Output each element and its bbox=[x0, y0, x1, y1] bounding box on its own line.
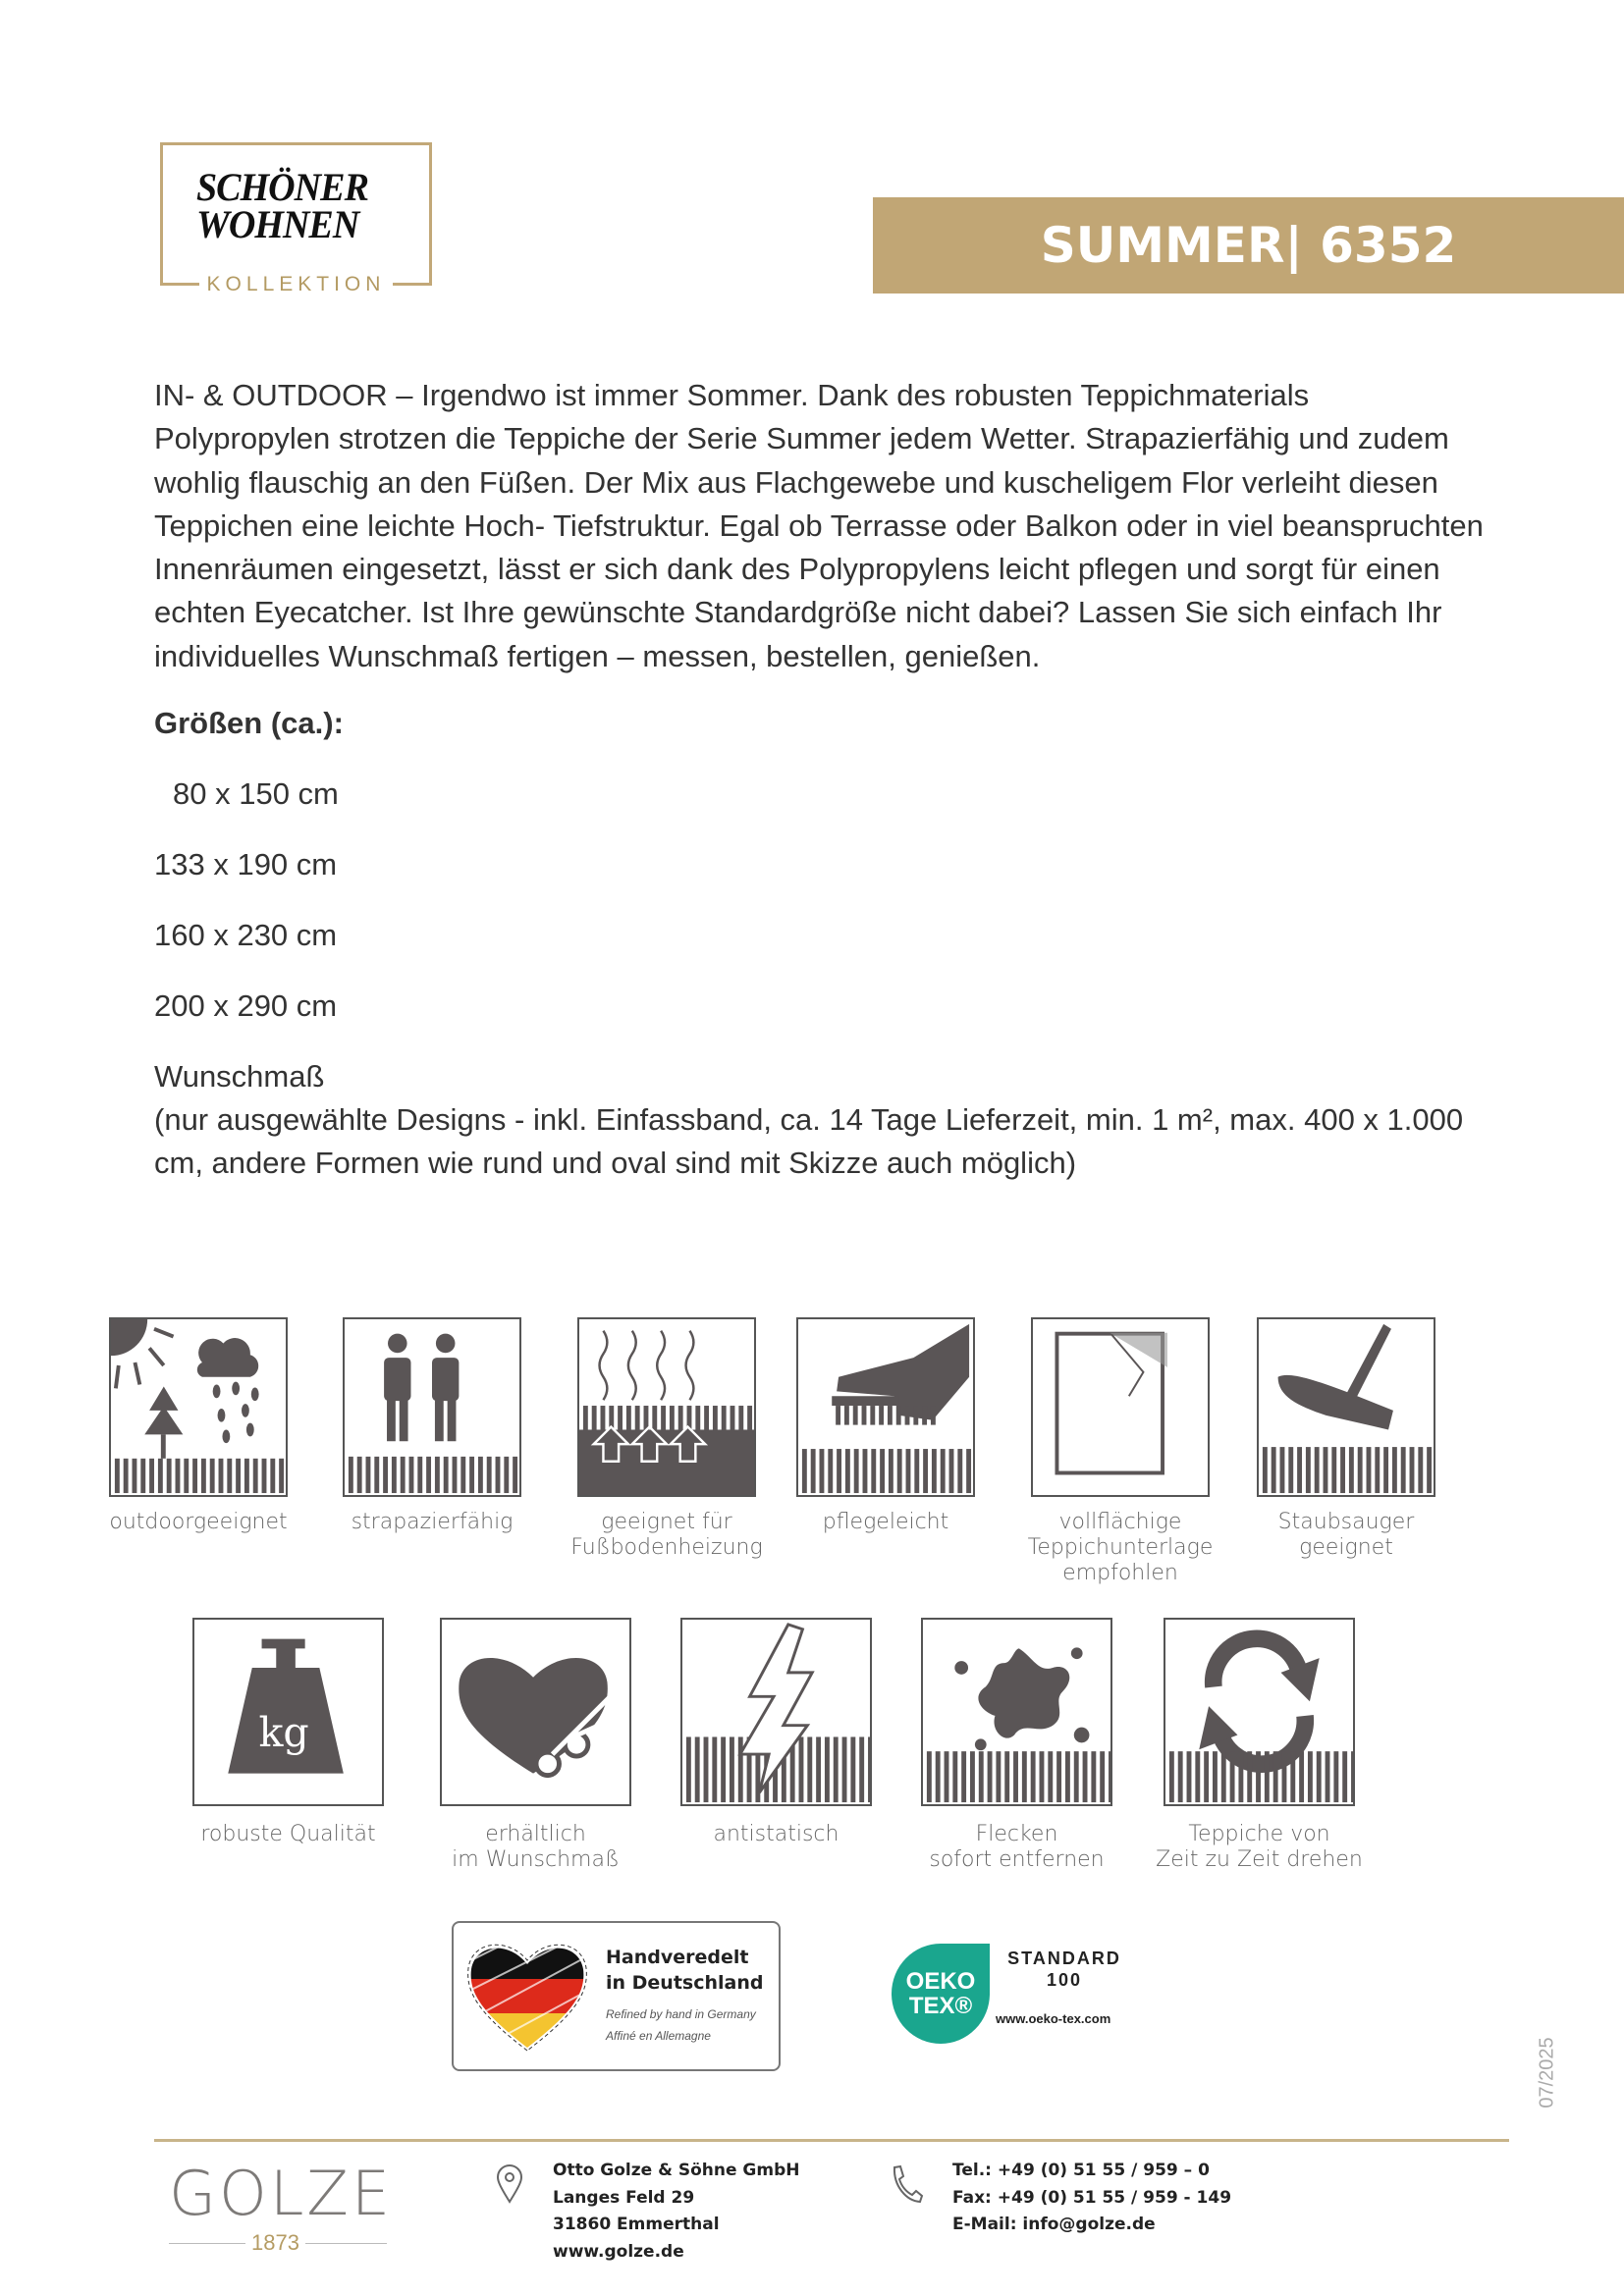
product-title: SUMMER| 6352 bbox=[873, 197, 1624, 294]
rotate-icon bbox=[1164, 1618, 1355, 1806]
underlay-icon bbox=[1031, 1317, 1210, 1497]
custom-size-note: (nur ausgewählte Designs - inkl. Einfassband, ca. 14 Tage Lieferzeit, min. 1 m², max. 400 x 1.000 cm, andere Formen wie rund und oval sind mit Skizze auch möglich) bbox=[154, 1102, 1464, 1181]
feature-label: strapazierfähig bbox=[351, 1510, 514, 1534]
feature-label: Staubsauger geeignet bbox=[1277, 1510, 1415, 1560]
size-item: 200 x 290 cm bbox=[154, 988, 338, 1024]
product-description: IN- & OUTDOOR – Irgendwo ist immer Sommer. Dank des robusten Teppichmaterials Polypropylen strotzen die Teppiche der Serie Summer jedem Wetter. Strapazierfähig und zudem wohlig flauschig an den Füßen. Der Mix aus Flachgewebe und kuscheligem Flor verleiht diesen Teppichen eine leichte Hoch- Tiefstruktur. Egal ob Terrasse oder Balkon oder in viel beanspruchten Innenräumen eingesetzt, lässt er sich dank des Polypropylens leicht pflegen und sorgt für einen echten Eyecatcher. Ist Ihre gewünschte Standardgröße nicht dabei? Lassen Sie sich einfach Ihr individuelles Wunschmaß fertigen – messen, bestellen, genießen. bbox=[154, 378, 1484, 673]
floor-heating-icon bbox=[577, 1317, 756, 1497]
feature-label: vollflächige Teppichunterlage empfohlen bbox=[1027, 1510, 1214, 1585]
oekotex-standard: STANDARD bbox=[1007, 1949, 1121, 1968]
svg-text:kg: kg bbox=[258, 1709, 309, 1757]
location-pin-icon bbox=[496, 2164, 523, 2204]
schoener-wohnen-logo bbox=[160, 142, 432, 295]
feature-label: outdoorgeeignet bbox=[109, 1510, 288, 1534]
logo-line2: WOHNEN bbox=[196, 202, 359, 246]
size-item: 80 x 150 cm bbox=[173, 776, 339, 812]
brush-hand-icon bbox=[796, 1317, 975, 1497]
size-item: 133 x 190 cm bbox=[154, 847, 338, 882]
oekotex-logo-text: OEKO bbox=[905, 1968, 976, 1995]
stain-icon bbox=[921, 1618, 1112, 1806]
feature-label: Flecken sofort entfernen bbox=[929, 1822, 1105, 1872]
feature-label: geeignet für Fußbodenheizung bbox=[570, 1510, 763, 1560]
badge-line: in Deutschland bbox=[606, 1972, 764, 1994]
handmade-germany-badge bbox=[452, 1921, 781, 2071]
sizes-heading: Größen (ca.): bbox=[154, 706, 344, 741]
feature-label: antistatisch bbox=[713, 1822, 839, 1846]
oekotex-logo bbox=[892, 1944, 990, 2044]
feature-label: pflegeleicht bbox=[822, 1510, 949, 1534]
oekotex-url: www.oeko-tex.com bbox=[996, 2011, 1111, 2026]
badge-line: Handveredelt bbox=[606, 1947, 749, 1968]
oekotex-number: 100 bbox=[1046, 1970, 1083, 1990]
golze-logo: GOLZE bbox=[169, 2158, 394, 2229]
footer-divider bbox=[154, 2139, 1509, 2142]
email-link[interactable]: E-Mail: info@golze.de bbox=[952, 2215, 1156, 2234]
vacuum-icon bbox=[1257, 1317, 1435, 1497]
badge-line: Refined by hand in Germany bbox=[606, 2007, 756, 2021]
fax-number: Fax: +49 (0) 51 55 / 959 - 149 bbox=[952, 2187, 1232, 2208]
feature-label: Teppiche von Zeit zu Zeit drehen bbox=[1156, 1822, 1363, 1872]
address-line: Langes Feld 29 bbox=[553, 2187, 695, 2208]
lightning-icon bbox=[680, 1618, 872, 1806]
feature-label: erhältlich im Wunschmaß bbox=[452, 1822, 620, 1872]
germany-heart-icon bbox=[463, 1935, 591, 2057]
date-code: 07/2025 bbox=[1536, 2037, 1558, 2109]
heart-scissors-icon bbox=[440, 1618, 631, 1806]
golze-year: 1873 bbox=[245, 2231, 305, 2255]
feature-label: robuste Qualität bbox=[200, 1822, 376, 1846]
product-content bbox=[154, 374, 1489, 1186]
website-link[interactable]: www.golze.de bbox=[553, 2241, 684, 2262]
people-icon bbox=[343, 1317, 521, 1497]
custom-size-label: Wunschmaß bbox=[154, 1059, 325, 1095]
weight-kg-icon bbox=[192, 1618, 384, 1806]
badge-line: Affiné en Allemagne bbox=[606, 2029, 711, 2043]
size-item: 160 x 230 cm bbox=[154, 918, 338, 953]
logo-line1: SCHÖNER bbox=[196, 165, 368, 209]
logo-line3: KOLLEKTION bbox=[199, 273, 394, 295]
phone-icon bbox=[889, 2164, 924, 2204]
phone-number: Tel.: +49 (0) 51 55 / 959 – 0 bbox=[952, 2161, 1210, 2180]
oekotex-logo-text: TEX® bbox=[908, 1993, 973, 2019]
address-line: 31860 Emmerthal bbox=[553, 2215, 720, 2234]
address-line: Otto Golze & Söhne GmbH bbox=[553, 2161, 800, 2180]
outdoor-icon bbox=[109, 1317, 288, 1497]
